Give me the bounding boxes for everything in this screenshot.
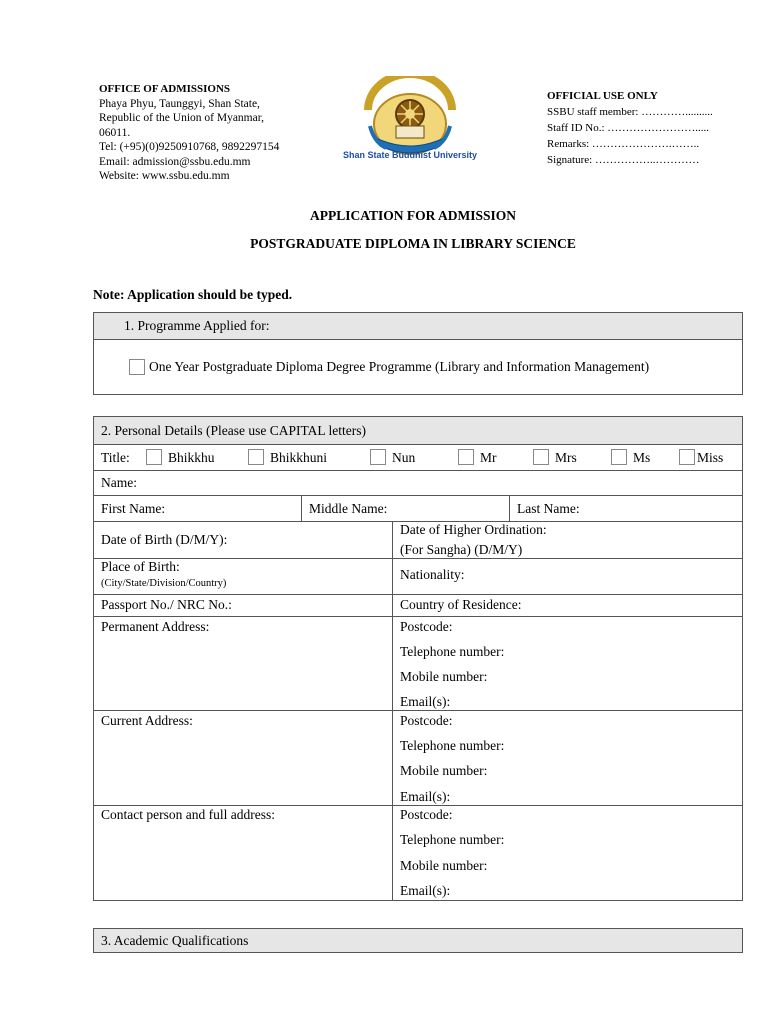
title-checkbox-bhikkhuni[interactable] bbox=[248, 449, 264, 465]
section1-header bbox=[93, 312, 743, 340]
permanent-postcode-field[interactable]: Postcode: bbox=[400, 619, 453, 634]
row-divider bbox=[93, 616, 743, 617]
title-checkbox-miss[interactable] bbox=[679, 449, 695, 465]
office-email: Email: admission@ssbu.edu.mm bbox=[99, 155, 251, 168]
section1-body bbox=[93, 339, 743, 395]
contact-postcode-field[interactable]: Postcode: bbox=[400, 807, 453, 822]
row-divider bbox=[93, 710, 743, 711]
title-checkbox-bhikkhu[interactable] bbox=[146, 449, 162, 465]
title-checkbox-nun[interactable] bbox=[370, 449, 386, 465]
current-postcode-field[interactable]: Postcode: bbox=[400, 713, 453, 728]
title-mr: Mr bbox=[480, 450, 497, 465]
contact-email-field[interactable]: Email(s): bbox=[400, 883, 451, 898]
col-divider-main bbox=[392, 521, 393, 901]
dharma-wheel-emblem-icon bbox=[340, 76, 480, 166]
title-bhikkhuni: Bhikkhuni bbox=[270, 450, 328, 465]
row-divider bbox=[93, 805, 743, 806]
current-email-field[interactable]: Email(s): bbox=[400, 789, 451, 804]
office-line-2: Republic of the Union of Myanmar, bbox=[99, 112, 264, 124]
contact-mobile-field[interactable]: Mobile number: bbox=[400, 858, 488, 873]
page-title: APPLICATION FOR ADMISSION bbox=[309, 208, 517, 223]
section2-header bbox=[93, 416, 743, 445]
col-divider bbox=[509, 495, 510, 521]
staff-member-line: SSBU staff member: ………….......... bbox=[547, 106, 713, 118]
permanent-email-field[interactable]: Email(s): bbox=[400, 694, 451, 709]
university-logo bbox=[340, 76, 480, 166]
country-field[interactable]: Country of Residence: bbox=[400, 597, 522, 612]
last-name-field[interactable]: Last Name: bbox=[517, 501, 580, 516]
permanent-telephone-field[interactable]: Telephone number: bbox=[400, 644, 505, 659]
place-of-birth-field[interactable]: Place of Birth: bbox=[101, 559, 180, 574]
office-line-1: Phaya Phyu, Taunggyi, Shan State, bbox=[99, 97, 260, 110]
dob-field[interactable]: Date of Birth (D/M/Y): bbox=[101, 532, 228, 547]
row-divider bbox=[93, 470, 743, 471]
col-divider bbox=[301, 495, 302, 521]
current-mobile-field[interactable]: Mobile number: bbox=[400, 763, 488, 778]
row-divider bbox=[93, 558, 743, 559]
place-of-birth-hint: (City/State/Division/Country) bbox=[101, 578, 227, 589]
permanent-address-field[interactable]: Permanent Address: bbox=[101, 619, 210, 634]
official-use-block bbox=[547, 88, 713, 168]
passport-field[interactable]: Passport No./ NRC No.: bbox=[101, 597, 232, 612]
title-checkbox-ms[interactable] bbox=[611, 449, 627, 465]
office-address-block bbox=[99, 82, 279, 184]
note-text: Note: Application should be typed. bbox=[93, 287, 293, 302]
signature-line: Signature: ……………..………… bbox=[547, 154, 700, 166]
remarks-line: Remarks: ………………….…….. bbox=[547, 138, 700, 150]
official-use-title: OFFICIAL USE ONLY bbox=[547, 90, 658, 102]
title-miss: Miss bbox=[697, 450, 724, 465]
office-line-3: 06011. bbox=[99, 126, 131, 139]
row-divider bbox=[93, 594, 743, 595]
logo-caption: Shan State Buddhist University bbox=[342, 150, 478, 160]
name-label[interactable]: Name: bbox=[101, 475, 137, 490]
title-mrs: Mrs bbox=[555, 450, 577, 465]
title-checkbox-mr[interactable] bbox=[458, 449, 474, 465]
section2-heading: 2. Personal Details (Please use CAPITAL letters) bbox=[101, 423, 366, 438]
page-subtitle: POSTGRADUATE DIPLOMA IN LIBRARY SCIENCE bbox=[250, 236, 576, 251]
title-checkbox-mrs[interactable] bbox=[533, 449, 549, 465]
permanent-mobile-field[interactable]: Mobile number: bbox=[400, 669, 488, 684]
section3-header bbox=[93, 928, 743, 953]
nationality-field[interactable]: Nationality: bbox=[400, 567, 465, 582]
contact-person-field[interactable]: Contact person and full address: bbox=[101, 807, 275, 822]
middle-name-field[interactable]: Middle Name: bbox=[309, 501, 388, 516]
title-label: Title: bbox=[101, 450, 130, 465]
contact-telephone-field[interactable]: Telephone number: bbox=[400, 832, 505, 847]
section3-heading: 3. Academic Qualifications bbox=[101, 933, 249, 948]
programme-checkbox[interactable] bbox=[129, 359, 145, 375]
programme-option-label: One Year Postgraduate Diploma Degree Programme (Library and Information Management) bbox=[149, 359, 650, 374]
first-name-field[interactable]: First Name: bbox=[101, 501, 166, 516]
office-tel: Tel: (+95)(0)9250910768, 9892297154 bbox=[99, 141, 280, 153]
ordination-hint: (For Sangha) (D/M/Y) bbox=[400, 542, 523, 557]
title-bhikkhu: Bhikkhu bbox=[168, 450, 215, 465]
section1-heading: 1. Programme Applied for: bbox=[124, 318, 270, 333]
current-telephone-field[interactable]: Telephone number: bbox=[400, 738, 505, 753]
staff-id-line: Staff ID No.: ……………………..... bbox=[547, 122, 710, 134]
title-nun: Nun bbox=[392, 450, 416, 465]
office-website: Website: www.ssbu.edu.mm bbox=[99, 170, 230, 182]
title-ms: Ms bbox=[633, 450, 651, 465]
row-divider bbox=[93, 495, 743, 496]
ordination-field[interactable]: Date of Higher Ordination: bbox=[400, 522, 547, 537]
current-address-field[interactable]: Current Address: bbox=[101, 713, 193, 728]
office-title: OFFICE OF ADMISSIONS bbox=[99, 83, 231, 95]
